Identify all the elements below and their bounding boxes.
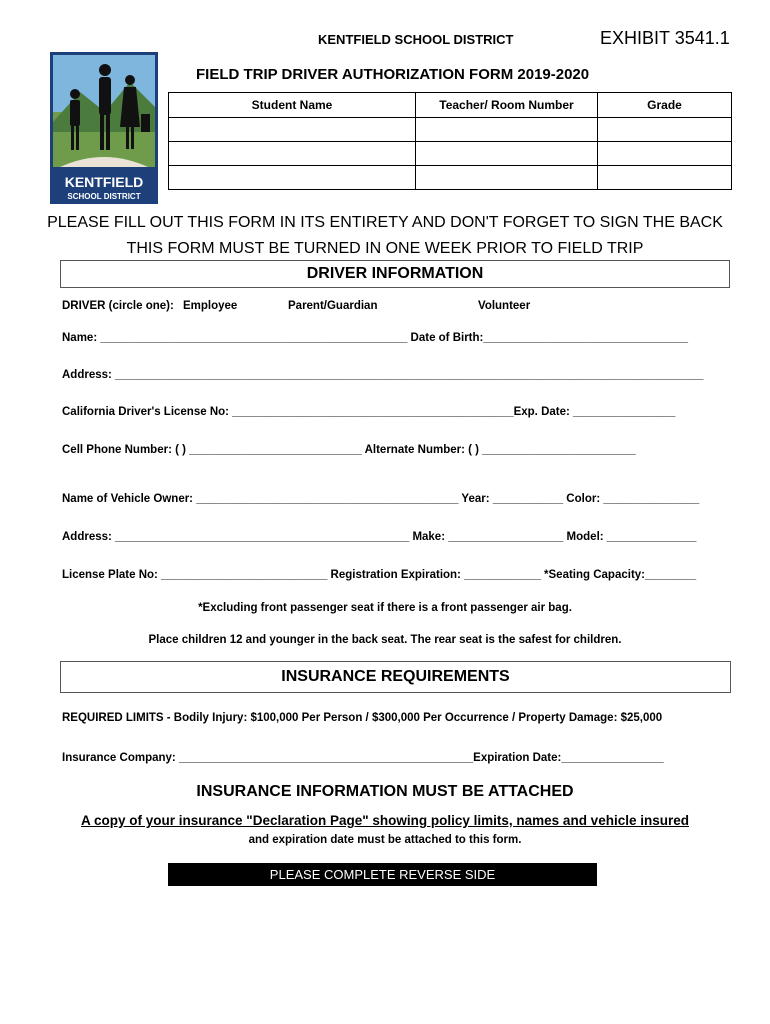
license-line[interactable]: California Driver's License No: ____________________________________________Exp. Date: ________________: [62, 406, 676, 418]
teacher-room-cell[interactable]: [416, 142, 598, 166]
option-employee[interactable]: Employee: [183, 300, 238, 312]
notice-one-week: THIS FORM MUST BE TURNED IN ONE WEEK PRIOR TO FIELD TRIP: [126, 240, 644, 257]
student-name-cell[interactable]: [169, 142, 416, 166]
license-plate-line[interactable]: License Plate No: __________________________ Registration Expiration: ____________ *Seating Capacity:________: [62, 569, 697, 581]
table-row: [169, 166, 732, 190]
student-table: [168, 92, 732, 190]
grade-cell[interactable]: [598, 166, 732, 190]
option-parent-guardian[interactable]: Parent/Guardian: [288, 300, 378, 312]
teacher-room-cell[interactable]: [416, 118, 598, 142]
logo-text-2: SCHOOL DISTRICT: [67, 192, 141, 201]
table-row: [169, 118, 732, 142]
phone-line[interactable]: Cell Phone Number: ( ) ___________________________ Alternate Number: ( ) ________________________: [62, 444, 636, 456]
reverse-side-banner: PLEASE COMPLETE REVERSE SIDE: [168, 863, 597, 886]
insurance-section-title: INSURANCE REQUIREMENTS: [60, 661, 731, 693]
table-row: [169, 142, 732, 166]
driver-section-title: DRIVER INFORMATION: [60, 260, 730, 288]
col-student-name: Student Name: [169, 93, 416, 118]
children-note: Place children 12 and younger in the back seat. The rear seat is the safest for children.: [148, 634, 622, 646]
vehicle-owner-line[interactable]: Name of Vehicle Owner: _________________________________________ Year: ___________ Color: _______________: [62, 493, 700, 505]
teacher-room-cell[interactable]: [416, 166, 598, 190]
student-name-cell[interactable]: [169, 166, 416, 190]
col-teacher-room: Teacher/ Room Number: [416, 93, 598, 118]
form-title: FIELD TRIP DRIVER AUTHORIZATION FORM 2019-2020: [196, 66, 590, 83]
expiration-note: and expiration date must be attached to this form.: [248, 834, 522, 846]
name-dob-line[interactable]: Name: ________________________________________________ Date of Birth:________________________________: [62, 332, 689, 344]
district-logo: [50, 52, 158, 204]
district-name: KENTFIELD SCHOOL DISTRICT: [318, 32, 514, 47]
option-volunteer[interactable]: Volunteer: [478, 300, 531, 312]
driver-circle-label: DRIVER (circle one):: [62, 300, 174, 312]
exhibit-number: EXHIBIT 3541.1: [600, 28, 730, 48]
address-line[interactable]: Address: ____________________________________________________________________________________________: [62, 369, 704, 381]
student-name-cell[interactable]: [169, 118, 416, 142]
insurance-attach-title: INSURANCE INFORMATION MUST BE ATTACHED: [196, 783, 574, 800]
grade-cell[interactable]: [598, 142, 732, 166]
grade-cell[interactable]: [598, 118, 732, 142]
notice-fill-entirety: PLEASE FILL OUT THIS FORM IN ITS ENTIRETY AND DON'T FORGET TO SIGN THE BACK: [47, 214, 723, 231]
col-grade: Grade: [598, 93, 732, 118]
declaration-page-note: A copy of your insurance "Declaration Page" showing policy limits, names and vehicle insured: [81, 813, 689, 828]
required-limits: REQUIRED LIMITS - Bodily Injury: $100,000 Per Person / $300,000 Per Occurrence / Property Damage: $25,000: [62, 712, 663, 724]
insurance-company-line[interactable]: Insurance Company: ______________________________________________Expiration Date:________________: [62, 752, 664, 764]
seat-note: *Excluding front passenger seat if there is a front passenger air bag.: [198, 602, 572, 614]
logo-text-1: KENTFIELD: [64, 174, 144, 190]
vehicle-address-line[interactable]: Address: ______________________________________________ Make: __________________ Model: ______________: [62, 531, 697, 543]
